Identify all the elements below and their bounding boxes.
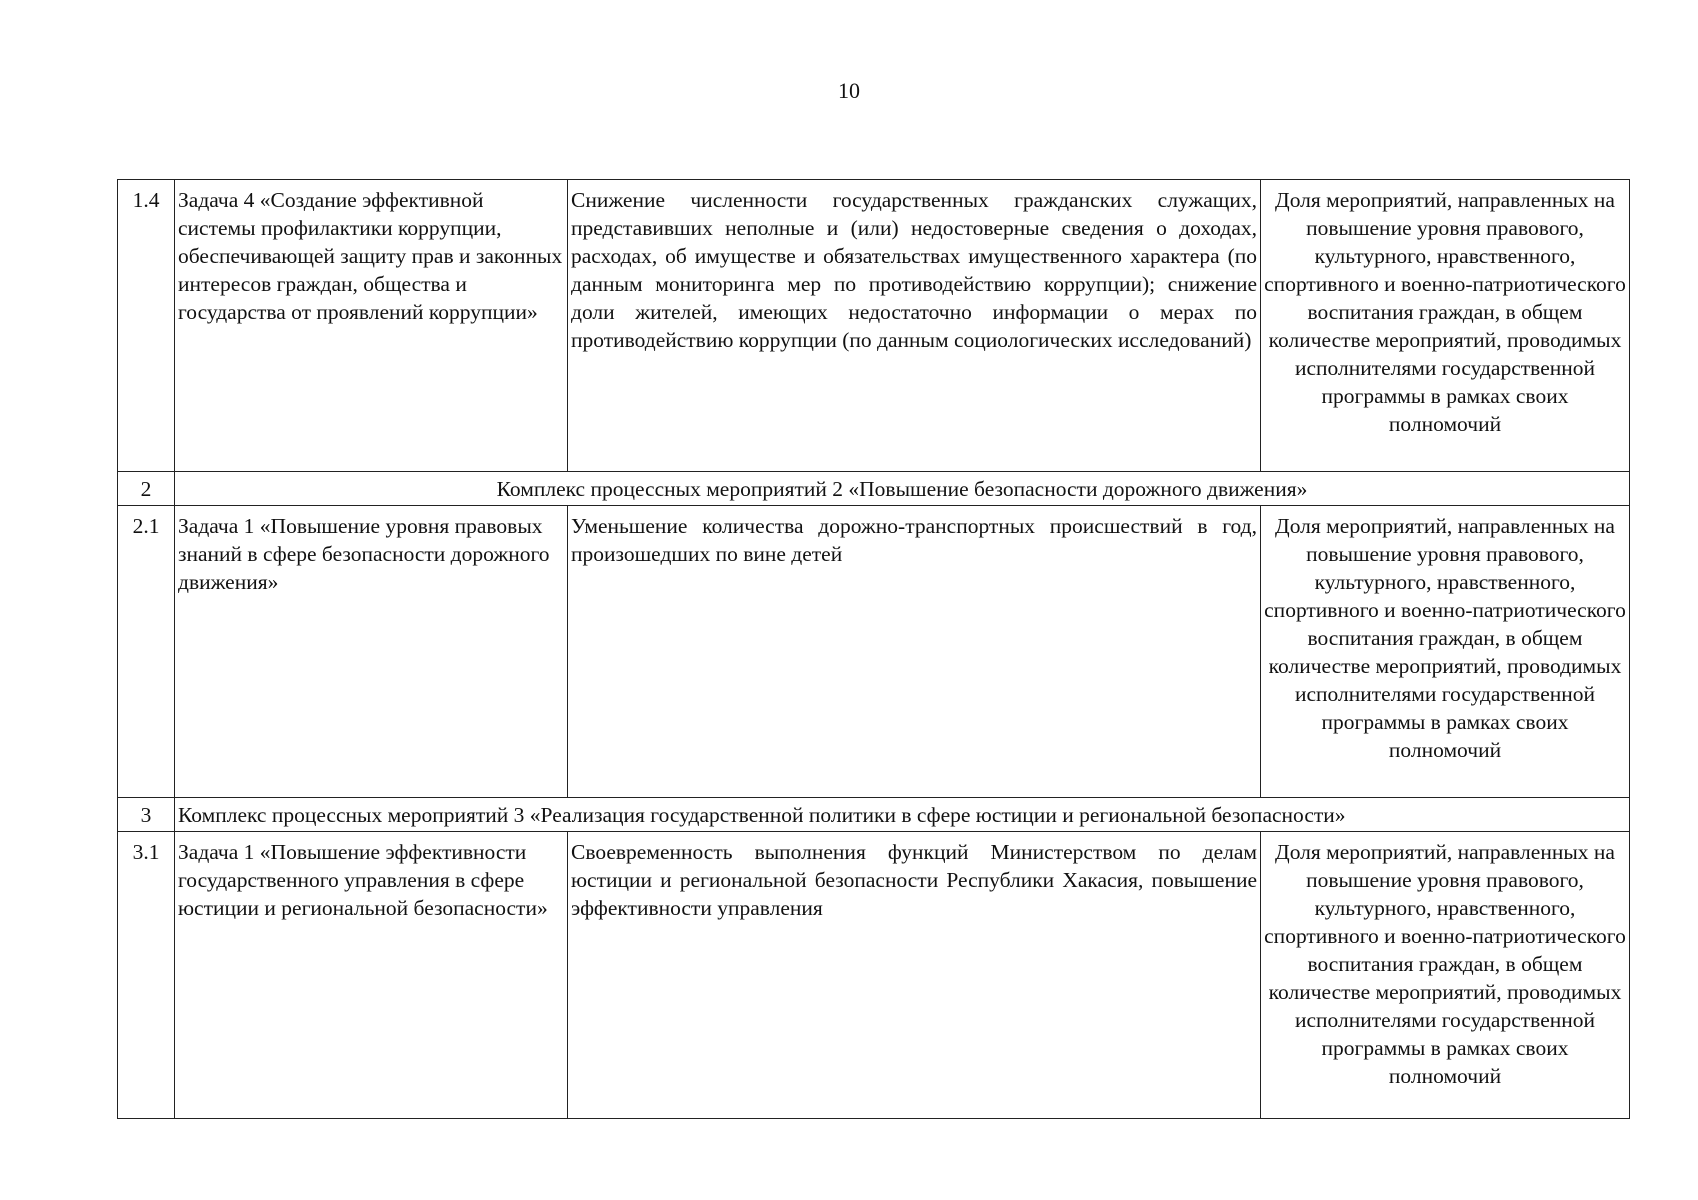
row-number: 1.4 (118, 180, 175, 472)
row-number: 2 (118, 472, 175, 506)
indicator-cell: Доля мероприятий, направленных на повышение уровня правового, культурного, нравственного, спортивного и военно-патриотического воспитания граждан, в общем количестве мероприятий, проводимых исполнителями государственной программы в рамках своих полномочий (1261, 506, 1630, 798)
result-cell: Своевременность выполнения функций Министерством по делам юстиции и региональной безопасности Республики Хакасия, повышение эффективности управления (568, 832, 1261, 1119)
task-cell: Задача 4 «Создание эффективной системы профилактики коррупции, обеспечивающей защиту прав и законных интересов граждан, общества и государства от проявлений коррупции» (175, 180, 568, 472)
row-number: 3 (118, 798, 175, 832)
task-cell: Задача 1 «Повышение эффективности государственного управления в сфере юстиции и региональной безопасности» (175, 832, 568, 1119)
measures-table (117, 179, 1630, 1119)
task-cell: Задача 1 «Повышение уровня правовых знаний в сфере безопасности дорожного движения» (175, 506, 568, 798)
row-number: 2.1 (118, 506, 175, 798)
result-cell: Снижение численности государственных гражданских служащих, представивших неполные и (или) недостоверные сведения о доходах, расходах, об имуществе и обязательствах имущественного характера (по данным мониторинга мер по противодействию коррупции); снижение доли жителей, имеющих недостаточно информации о мерах по противодействию коррупции (по данным социологических исследований) (568, 180, 1261, 472)
indicator-cell: Доля мероприятий, направленных на повышение уровня правового, культурного, нравственного, спортивного и военно-патриотического воспитания граждан, в общем количестве мероприятий, проводимых исполнителями государственной программы в рамках своих полномочий (1261, 832, 1630, 1119)
result-cell: Уменьшение количества дорожно-транспортных происшествий в год, произошедших по вине детей (568, 506, 1261, 798)
page-number: 10 (838, 78, 860, 103)
row-number: 3.1 (118, 832, 175, 1119)
section-row (118, 472, 1630, 506)
section-title: Комплекс процессных мероприятий 3 «Реализация государственной политики в сфере юстиции и региональной безопасности» (175, 798, 1630, 832)
section-title: Комплекс процессных мероприятий 2 «Повышение безопасности дорожного движения» (175, 472, 1630, 506)
table-row (118, 180, 1630, 472)
indicator-cell: Доля мероприятий, направленных на повышение уровня правового, культурного, нравственного, спортивного и военно-патриотического воспитания граждан, в общем количестве мероприятий, проводимых исполнителями государственной программы в рамках своих полномочий (1261, 180, 1630, 472)
section-row (118, 798, 1630, 832)
table-row (118, 832, 1630, 1119)
table-row (118, 506, 1630, 798)
